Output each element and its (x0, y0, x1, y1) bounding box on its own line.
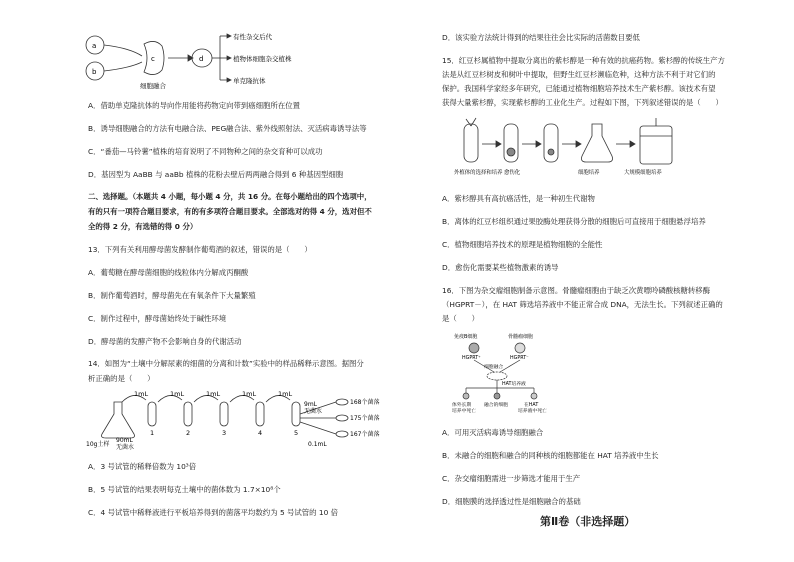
node-b: b (92, 68, 97, 76)
tube-water-label: 无菌水 (304, 408, 323, 415)
q14-option-a: A．3 号试管的稀释倍数为 10³倍 (88, 462, 197, 471)
colony-count-1: 168个菌落 (350, 399, 380, 406)
q13-option-b: B．制作葡萄酒时，酵母菌先在有氧条件下大量繁殖 (88, 291, 256, 300)
q16-stem-1: 16．下图为杂交瘤细胞制备示意图。骨髓瘤细胞由于缺乏次黄嘌呤磷酸核糖转移酶 (442, 286, 711, 295)
flask-water-volume: 90mL (116, 437, 133, 444)
output-label-2: 植物体细胞杂交植株 (233, 55, 292, 63)
colony-count-2: 175个菌落 (350, 415, 380, 422)
q15-option-b: B．离体的红豆杉组织通过果胶酶处理获得分散的细胞后可直接用于细胞悬浮培养 (442, 217, 706, 226)
process-step-label-2: 愈伤化 (504, 170, 521, 176)
transfer-label-4: 1mL (242, 390, 257, 398)
tube-water-volume: 9mL (304, 401, 318, 408)
q16-option-b: B．未融合的细胞和融合的同种核的细胞都能在 HAT 培养液中生长 (442, 451, 659, 460)
cell-fusion-diagram (80, 28, 340, 90)
result-label-1a: 体外长期 (452, 403, 472, 408)
transfer-label-3: 1mL (206, 390, 221, 398)
q13-option-d: D．酵母菌的发酵产物不会影响自身的代谢活动 (88, 337, 242, 346)
taxol-process-diagram (452, 116, 684, 182)
section2-instruction-2: 有的只有一项符合题目要求，有的有多项符合题目要求。全部选对的得 4 分，选对但不 (88, 207, 372, 216)
process-step-label-4: 大规模细胞培养 (624, 170, 662, 176)
soil-sample-label: 10g土样 (86, 441, 110, 448)
hybridoma-diagram (444, 332, 580, 414)
hgprt-plus-label: HGPRT⁺ (462, 356, 481, 361)
q15-option-a: A．紫杉醇具有高抗癌活性，是一种初生代谢物 (442, 194, 595, 203)
fusion-label: 细胞融合 (140, 82, 166, 90)
tube-number-1: 1 (150, 429, 155, 437)
q13-stem: 13．下列有关利用酵母菌发酵制作葡萄酒的叙述，错误的是（ ） (88, 245, 312, 254)
q14-option-c: C．4 号试管中稀释液进行平板培养得到的菌落平均数约为 5 号试管的 10 倍 (88, 508, 339, 517)
process-step-label-1: 外植体的选择和培养 (454, 170, 503, 176)
tube-number-2: 2 (186, 429, 191, 437)
fusion-step-label: 细胞融合 (484, 365, 504, 370)
q12-option-d: D．基因型为 AaBB 与 aaBb 植株的花粉去壁后两两融合得到 6 种基因型细胞 (88, 170, 344, 179)
q14-stem-2: 析正确的是（ ） (88, 374, 155, 383)
serial-dilution-diagram (86, 388, 380, 451)
q15-option-c: C．植物细胞培养技术的原理是植物细胞的全能性 (442, 240, 603, 249)
node-a: a (92, 42, 97, 50)
q16-stem-3: 是（ ） (442, 314, 479, 323)
flask-water-label: 无菌水 (116, 444, 135, 451)
output-label-1: 有性杂交后代 (233, 33, 272, 41)
q14-option-d: D．该实验方法统计得到的结果往往会比实际的活菌数目要低 (442, 33, 640, 42)
myeloma-cell-label: 骨髓瘤细胞 (508, 334, 534, 340)
output-label-3: 单克隆抗体 (233, 77, 266, 85)
tube-number-5: 5 (294, 429, 299, 437)
q12-option-b: B．诱导细胞融合的方法有电融合法、PEG融合法、紫外线照射法、灭活病毒诱导法等 (88, 124, 367, 133)
q13-option-c: C．制作过程中，酵母菌始终处于碱性环境 (88, 314, 227, 323)
immune-b-cell-label: 免疫B细胞 (454, 334, 478, 340)
q14-stem-1: 14．如图为“土壤中分解尿素的细菌的分离和计数”实验中的样品稀释示意图。据图分 (88, 359, 364, 368)
q14-option-b: B．5 号试管的结果表明每克土壤中的菌体数为 1.7×10⁸个 (88, 485, 281, 494)
q15-option-d: D．愈伤化需要某些植物激素的诱导 (442, 263, 559, 272)
q15-stem-2: 法是从红豆杉树皮和树叶中提取，但野生红豆杉濒临危种，这种方法不利于对它们的 (442, 70, 716, 79)
transfer-label-2: 1mL (170, 390, 185, 398)
node-c: c (151, 55, 155, 63)
q16-option-c: C．杂交瘤细胞需进一步筛选才能用于生产 (442, 474, 581, 483)
colony-count-3: 167个菌落 (350, 431, 380, 438)
hat-medium-label: HAT培养液 (502, 382, 526, 387)
q13-option-a: A．葡萄糖在酵母菌细胞的线粒体内分解成丙酮酸 (88, 268, 249, 277)
q15-stem-3: 保护。我国科学家经多年研究，已能通过植物细胞培养技术生产紫杉醇。该技术有望 (442, 84, 716, 93)
process-step-label-3: 细胞培养 (578, 170, 600, 176)
result-label-2: 融合的细胞 (484, 403, 508, 408)
tube-number-4: 4 (258, 429, 263, 437)
q15-stem-4: 获得大量紫杉醇，实现紫杉醇的工业化生产。过程如下图，下列叙述错误的是（ ） (442, 98, 723, 107)
q16-option-d: D．细胞膜的选择透过性是细胞融合的基础 (442, 497, 581, 506)
hgprt-minus-label: HGPRT⁻ (510, 356, 529, 361)
result-label-3a: 在HAT (524, 403, 539, 408)
transfer-label-5: 1mL (278, 390, 293, 398)
tube-number-3: 3 (222, 429, 227, 437)
node-d: d (199, 55, 204, 63)
q16-stem-2: （HGPRT－），在 HAT 筛选培养液中不能正常合成 DNA，无法生长。下列叙述正确的 (442, 300, 723, 309)
result-label-1b: 培养中死亡 (452, 409, 476, 414)
q12-option-c: C．“番茄—马铃薯”植株的培育说明了不同物种之间的杂交育种可以成功 (88, 147, 323, 156)
result-label-3b: 培养液中死亡 (518, 409, 547, 414)
q15-stem-1: 15．红豆杉属植物中提取分离出的紫杉醇是一种有效的抗癌药物。紫杉醇的传统生产方 (442, 56, 725, 65)
section2-instruction-3: 全的得 2 分，有选错的得 0 分） (88, 222, 198, 231)
transfer-label-1: 1mL (134, 390, 149, 398)
q12-option-a: A．借助单克隆抗体的导向作用能将药物定向带到癌细胞所在位置 (88, 101, 300, 110)
section2-instruction-1: 二、选择题。（本题共 4 小题，每小题 4 分，共 16 分。在每小题给出的四个选项中， (88, 192, 372, 201)
plating-volume: 0.1mL (308, 441, 327, 448)
part2-title: 第Ⅱ卷（非选择题） (540, 515, 636, 528)
q16-option-a: A．可用灭活病毒诱导细胞融合 (442, 428, 544, 437)
